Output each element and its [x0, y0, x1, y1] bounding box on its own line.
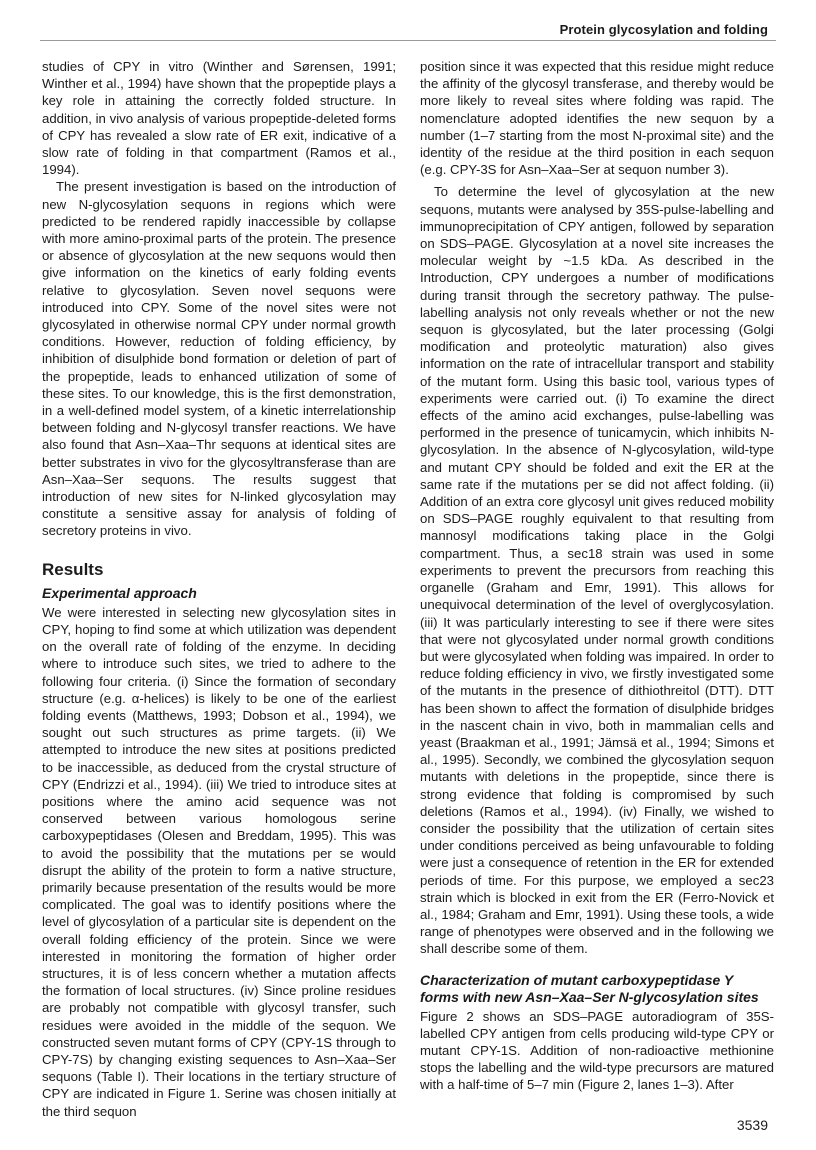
left-paragraph-2: The present investigation is based on the introduction of new N-glycosylation sequons in regions which were predicted to be rendered rapidly inaccessible by collapse with more amino-proximal parts of the protein. The presence or absence of glycosylation at the new sequons would then give information on the kinetics of early folding events relative to glycosylation. Seven novel sequons were introduced into CPY. Some of the novel sites were not glycosylated in otherwise normal CPY under normal growth conditions. However, reduction of folding efficiency, by inhibition of disulphide bond formation or deletion of part of the propeptide, leads to enhanced utilization of some of these sites. To our knowledge, this is the first demonstration, in a well-defined model system, of a kinetic interrelationship between folding and N-glycosyl transfer reactions. We have also found that Asn–Xaa–Thr sequons at identical sites are better substrates in vivo for the glycosyltransferase than are Asn–Xaa–Ser sequons. The results suggest that introduction of new sites for N-linked glycosylation may constitute a sensitive assay for analysis of folding of secretory proteins in vivo.	[42, 179, 396, 539]
left-paragraph-1: studies of CPY in vitro (Winther and Sørensen, 1991; Winther et al., 1994) have shown that the propeptide plays a key role in attaining the correctly folded structure. In addition, in vivo analysis of various propeptide-deleted forms of CPY has revealed a slow rate of ER exit, indicative of a slow rate of folding in that compartment (Ramos et al., 1994).	[42, 59, 396, 178]
header-rule	[40, 40, 776, 41]
left-paragraph-3: We were interested in selecting new glycosylation sites in CPY, hoping to find some at which utilization was dependent on the overall rate of folding of the enzyme. In deciding where to introduce such sites, we tried to adhere to the following four criteria. (i) Since the formation of secondary structure (e.g. α-helices) is likely to be one of the earliest folding events (Matthews, 1993; Dobson et al., 1994), we sought out such structures as prime targets. (ii) We attempted to introduce the new sites at positions predicted to be inaccessible, as deduced from the crystal structure of CPY (Endrizzi et al., 1994). (iii) We tried to introduce sites at positions where the amino acid sequence was not conserved between various homologous serine carboxypeptidases (Olesen and Breddam, 1995). This was to avoid the possibility that the mutations per se would disrupt the ability of the protein to form a native structure, primarily because presentation of the results would be more complicated. The goal was to identify positions where the level of glycosylation of a particular site is dependent on the overall folding efficiency of the protein. Since we were interested in monitoring the formation of higher order structures, it is of less concern whether a mutation affects the formation of local structures. (iv) Since proline residues are probably not compatible with glycosyl transfer, such residues were avoided in the middle of the sequon. We constructed seven mutant forms of CPY (CPY-1S through to CPY-7S) by changing existing sequences to Asn–Xaa–Ser sequons (Table I). Their locations in the tertiary structure of CPY are indicated in Figure 1. Serine was chosen initially at the third sequon	[42, 604, 396, 1119]
page-number: 3539	[736, 1117, 768, 1133]
right-paragraph-1: position since it was expected that this residue might reduce the affinity of the glycosyl transferase, and thereby would be more likely to reveal sites where folding was rapid. The nomenclature adopted identifies the new sequon by a number (1–7 starting from the most N-proximal site) and the identity of the residue at the third position in each sequon (e.g. CPY-3S for Asn–Xaa–Ser at sequon number 3).	[420, 59, 774, 178]
running-title: Protein glycosylation and folding	[559, 22, 768, 37]
right-column	[420, 58, 774, 1094]
section-title-results: Results	[42, 559, 104, 579]
subheading-characterization: Characterization of mutant carboxypeptidase Y forms with new Asn–Xaa–Ser N-glycosylation sites	[420, 971, 759, 1005]
subheading-experimental-approach: Experimental approach	[42, 584, 197, 601]
right-paragraph-2: To determine the level of glycosylation at the new sequons, mutants were analysed by 35S-pulse-labelling and immunoprecipitation of CPY antigen, followed by separation on SDS–PAGE. Glycosylation at a novel site increases the molecular weight by ~1.5 kDa. As described in the Introduction, CPY undergoes a number of modifications during transit through the secretory pathway. The pulse-labelling analysis not only reveals whether or not the new sequon is glycosylated, but the later processing (Golgi modification and proteolytic maturation) also gives information on the rate of intracellular transport and stability of the mutant form. Using this basic tool, various types of experiments were carried out. (i) To examine the direct effects of the amino acid exchanges, pulse-labelling was performed in the presence of tunicamycin, which inhibits N-glycosylation. In the absence of N-glycosylation, wild-type and mutant CPY should be folded and exit the ER at the same rate if the mutations per se did not affect folding. (ii) Addition of an extra core glycosyl unit gives reduced mobility on SDS–PAGE roughly equivalent to that resulting from mannosyl modifications taking place in the Golgi compartment. Thus, a sec18 strain was used in some experiments to prevent the precursors from reaching this organelle (Graham and Emr, 1991). This allows for unequivocal determination of the level of overglycosylation. (iii) It was particularly interesting to see if there were sites that were not glycosylated under normal growth conditions but were glycosylated when folding was impaired. In order to reduce folding efficiency in vivo, we firstly investigated some of the mutants in the presence of dithiothreitol (DTT). DTT has been shown to affect the formation of disulphide bridges in the nascent chain in vivo, both in mammalian cells and yeast (Braakman et al., 1991; Jämsä et al., 1994; Simons et al., 1995). Secondly, we combined the glycosylation sequon mutants with deletions in the propeptide, since there is strong evidence that folding is compromised by such deletions (Ramos et al., 1994). (iv) Finally, we wished to consider the possibility that the utilization of certain sites under conditions perceived as being unfavourable to folding were just a consequence of retention in the ER for extended periods of time. For this purpose, we employed a sec23 strain which is blocked in exit from the ER (Ferro-Novick et al., 1984; Graham and Emr, 1991). Using these tools, a wide range of phenotypes were observed and in the following we shall describe some of them.	[420, 184, 774, 957]
left-column	[42, 58, 396, 1120]
right-paragraph-3: Figure 2 shows an SDS–PAGE autoradiogram of 35S-labelled CPY antigen from cells producing wild-type CPY or mutant CPY-1S. Addition of non-radioactive methionine stops the labelling and the wild-type precursors are matured with a half-time of 5–7 min (Figure 2, lanes 1–3). After	[420, 1008, 774, 1093]
